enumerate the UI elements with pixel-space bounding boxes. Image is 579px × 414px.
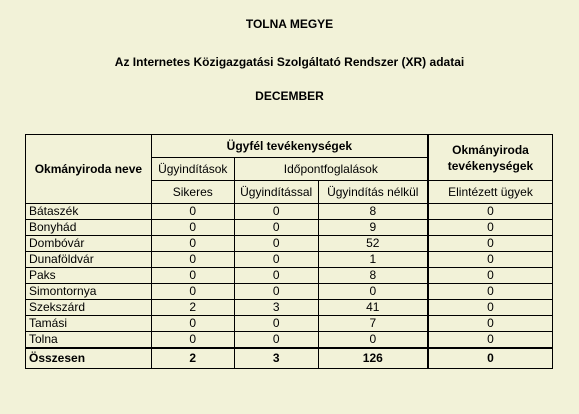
value-cell: 0 (318, 284, 428, 300)
value-cell: 0 (151, 332, 234, 349)
value-cell: 0 (428, 348, 553, 369)
value-cell: 0 (428, 316, 553, 332)
value-cell: 0 (428, 284, 553, 300)
without-initiation-header: Ügyindítás nélkül (318, 181, 428, 204)
value-cell: 8 (318, 268, 428, 284)
office-name-cell: Simontornya (26, 284, 152, 300)
value-cell: 1 (318, 252, 428, 268)
county-title: TOLNA MEGYE (245, 17, 334, 31)
total-row (26, 348, 553, 369)
value-cell: 0 (428, 268, 553, 284)
value-cell: 3 (234, 348, 318, 369)
value-cell: 9 (318, 220, 428, 236)
value-cell: 0 (234, 268, 318, 284)
value-cell: 0 (151, 236, 234, 252)
table-row (26, 220, 553, 236)
value-cell: 41 (318, 300, 428, 316)
office-name-header: Okmányiroda neve (26, 135, 152, 204)
value-cell: 0 (151, 252, 234, 268)
value-cell: 7 (318, 316, 428, 332)
month-title: DECEMBER (255, 89, 324, 103)
client-activities-header: Ügyfél tevékenységek (151, 135, 428, 158)
office-name-cell: Paks (26, 268, 152, 284)
value-cell: 3 (234, 300, 318, 316)
table-row (26, 284, 553, 300)
office-name-cell: Bonyhád (26, 220, 152, 236)
value-cell: 0 (151, 284, 234, 300)
office-name-cell: Szekszárd (26, 300, 152, 316)
table-row (26, 316, 553, 332)
value-cell: 0 (428, 220, 553, 236)
value-cell: 0 (428, 236, 553, 252)
value-cell: 126 (318, 348, 428, 369)
table-row (26, 204, 553, 220)
value-cell: 0 (151, 204, 234, 220)
value-cell: 0 (234, 332, 318, 349)
value-cell: 2 (151, 300, 234, 316)
value-cell: 0 (428, 252, 553, 268)
office-activities-header: Okmányiroda tevékenységek (428, 135, 553, 181)
completed-cases-header: Elintézett ügyek (428, 181, 553, 204)
office-name-cell: Bátaszék (26, 204, 152, 220)
value-cell: 0 (428, 300, 553, 316)
value-cell: 2 (151, 348, 234, 369)
value-cell: 8 (318, 204, 428, 220)
value-cell: 0 (151, 268, 234, 284)
value-cell: 0 (428, 332, 553, 349)
value-cell: 0 (234, 252, 318, 268)
appointments-header: Időpontfoglalások (234, 158, 428, 181)
successful-header: Sikeres (151, 181, 234, 204)
value-cell: 0 (151, 316, 234, 332)
initiations-header: Ügyindítások (151, 158, 234, 181)
table-row (26, 300, 553, 316)
table-row (26, 252, 553, 268)
table-row (26, 332, 553, 349)
value-cell: 0 (234, 236, 318, 252)
value-cell: 52 (318, 236, 428, 252)
office-name-cell: Tamási (26, 316, 152, 332)
value-cell: 0 (428, 204, 553, 220)
value-cell: 0 (234, 204, 318, 220)
office-name-cell: Tolna (26, 332, 152, 349)
table-row (26, 236, 553, 252)
report-table (25, 134, 553, 369)
value-cell: 0 (151, 220, 234, 236)
office-name-cell: Dombóvár (26, 236, 152, 252)
with-initiation-header: Ügyindítással (234, 181, 318, 204)
value-cell: 0 (234, 316, 318, 332)
value-cell: 0 (234, 284, 318, 300)
value-cell: 0 (318, 332, 428, 349)
report-subtitle: Az Internetes Közigazgatási Szolgáltató Rendszer (XR) adatai (114, 55, 465, 69)
office-name-cell: Összesen (26, 348, 152, 369)
table-row (26, 268, 553, 284)
value-cell: 0 (234, 220, 318, 236)
office-name-cell: Dunaföldvár (26, 252, 152, 268)
